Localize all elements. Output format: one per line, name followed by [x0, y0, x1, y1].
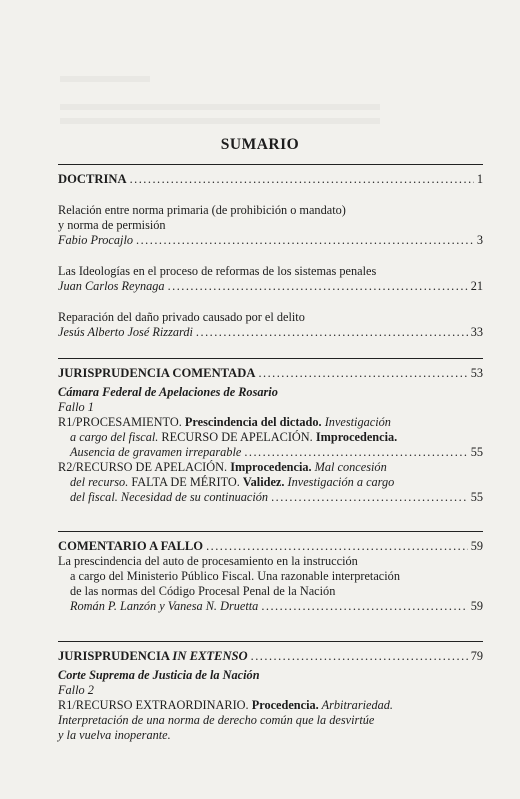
page-number: 55	[470, 490, 483, 504]
summary-keyword: Improcedencia.	[315, 430, 398, 444]
heading-text: JURISPRUDENCIA	[58, 649, 173, 663]
author: Jesús Alberto José Rizzardi	[58, 325, 193, 339]
leader-dots	[271, 490, 468, 505]
author-row	[58, 599, 483, 614]
extenso-section	[58, 641, 483, 743]
section-heading	[58, 649, 248, 664]
summary-keyword: Improcedencia.	[230, 460, 312, 474]
summary-keyword: Prescindencia del dictado.	[184, 415, 322, 429]
bleed-through	[60, 104, 380, 110]
summary-line	[58, 698, 483, 713]
leader-dots	[251, 649, 468, 664]
leader-dots	[196, 325, 468, 340]
summary-text: Ausencia de gravamen irreparable	[70, 445, 242, 459]
author: Román P. Lanzón y Vanesa N. Druetta	[70, 599, 259, 613]
page-number: 1	[476, 172, 483, 186]
fallo-label: Fallo 1	[58, 400, 94, 414]
article-title: a cargo del Ministerio Público Fiscal. Una razonable interpretación	[70, 569, 400, 583]
summary-keyword: Procedencia.	[251, 698, 319, 712]
page-number: 33	[470, 325, 483, 339]
comentario-section	[58, 531, 483, 614]
bleed-through	[60, 118, 380, 124]
doctrina-heading: DOCTRINA	[58, 172, 127, 186]
article-title: Las Ideologías en el proceso de reformas de los sistemas penales	[58, 264, 377, 278]
article-title: Relación entre norma primaria (de prohibición o mandato)	[58, 203, 346, 217]
summary-page-row	[58, 490, 483, 505]
summary-text: del recurso.	[70, 475, 129, 489]
jurisprudencia-comentada-section	[58, 358, 483, 505]
bleed-through	[60, 76, 150, 82]
summary-text: del fiscal. Necesidad de su continuación	[70, 490, 269, 504]
leader-dots	[261, 599, 467, 614]
leader-dots	[168, 279, 468, 294]
section-heading-row	[58, 539, 483, 554]
page-number: 21	[470, 279, 483, 293]
heading-text: IN EXTENSO	[172, 649, 248, 663]
doctrina-heading-row	[58, 172, 483, 187]
fallo-label: Fallo 2	[58, 683, 94, 697]
summary-text: R2/RECURSO DE APELACIÓN.	[58, 460, 231, 474]
author-row	[58, 279, 483, 294]
author-row	[58, 233, 483, 248]
summary-page-row	[58, 445, 483, 460]
summary-keyword: Validez.	[242, 475, 285, 489]
section-rule	[58, 164, 483, 165]
leader-dots	[136, 233, 474, 248]
summary-text: a cargo del fiscal.	[70, 430, 159, 444]
section-heading: COMENTARIO A FALLO	[58, 539, 204, 553]
summary-line: Interpretación de una norma de derecho común que la desvirtúe	[58, 713, 375, 727]
summary-text: Arbitrariedad.	[318, 698, 393, 712]
page-number: 59	[470, 599, 483, 613]
article-title: La prescindencia del auto de procesamiento en la instrucción	[58, 554, 358, 568]
summary-line	[58, 430, 483, 445]
section-rule	[58, 358, 483, 359]
leader-dots	[130, 172, 474, 187]
section-heading-row	[58, 366, 483, 381]
court-name: Corte Suprema de Justicia de la Nación	[58, 668, 260, 682]
author: Juan Carlos Reynaga	[58, 279, 165, 293]
page-title: SUMARIO	[220, 136, 300, 153]
summary-line	[58, 475, 483, 490]
article-title: Reparación del daño privado causado por el delito	[58, 310, 305, 324]
summary-text: Investigación a cargo	[284, 475, 395, 489]
toc-entry	[58, 310, 483, 340]
summary-text: RECURSO DE APELACIÓN.	[158, 430, 316, 444]
article-title: y norma de permisión	[58, 218, 166, 232]
section-heading-row	[58, 649, 483, 664]
summary-text: R1/RECURSO EXTRAORDINARIO.	[58, 698, 252, 712]
summary-text: Investigación	[321, 415, 391, 429]
page-number: 3	[476, 233, 483, 247]
leader-dots	[244, 445, 467, 460]
author-row	[58, 325, 483, 340]
page-number: 53	[470, 366, 483, 380]
article-title: de las normas del Código Procesal Penal de la Nación	[70, 584, 336, 598]
summary-text: FALTA DE MÉRITO.	[128, 475, 243, 489]
doctrina-section	[58, 164, 483, 340]
leader-dots	[258, 366, 467, 381]
summary-text: Mal concesión	[311, 460, 387, 474]
page-number: 79	[470, 649, 483, 663]
summary-line	[58, 460, 483, 475]
section-heading: JURISPRUDENCIA COMENTADA	[58, 366, 256, 380]
toc-entry	[58, 264, 483, 294]
section-rule	[58, 641, 483, 642]
section-rule	[58, 531, 483, 532]
toc-entry	[58, 203, 483, 248]
summary-line: y la vuelva inoperante.	[58, 728, 171, 742]
summary-text: R1/PROCESAMIENTO.	[58, 415, 185, 429]
summary-line	[58, 415, 483, 430]
author: Fabio Procajlo	[58, 233, 134, 247]
page-number: 59	[470, 539, 483, 553]
court-name: Cámara Federal de Apelaciones de Rosario	[58, 385, 278, 399]
page-number: 55	[470, 445, 483, 459]
leader-dots	[206, 539, 468, 554]
